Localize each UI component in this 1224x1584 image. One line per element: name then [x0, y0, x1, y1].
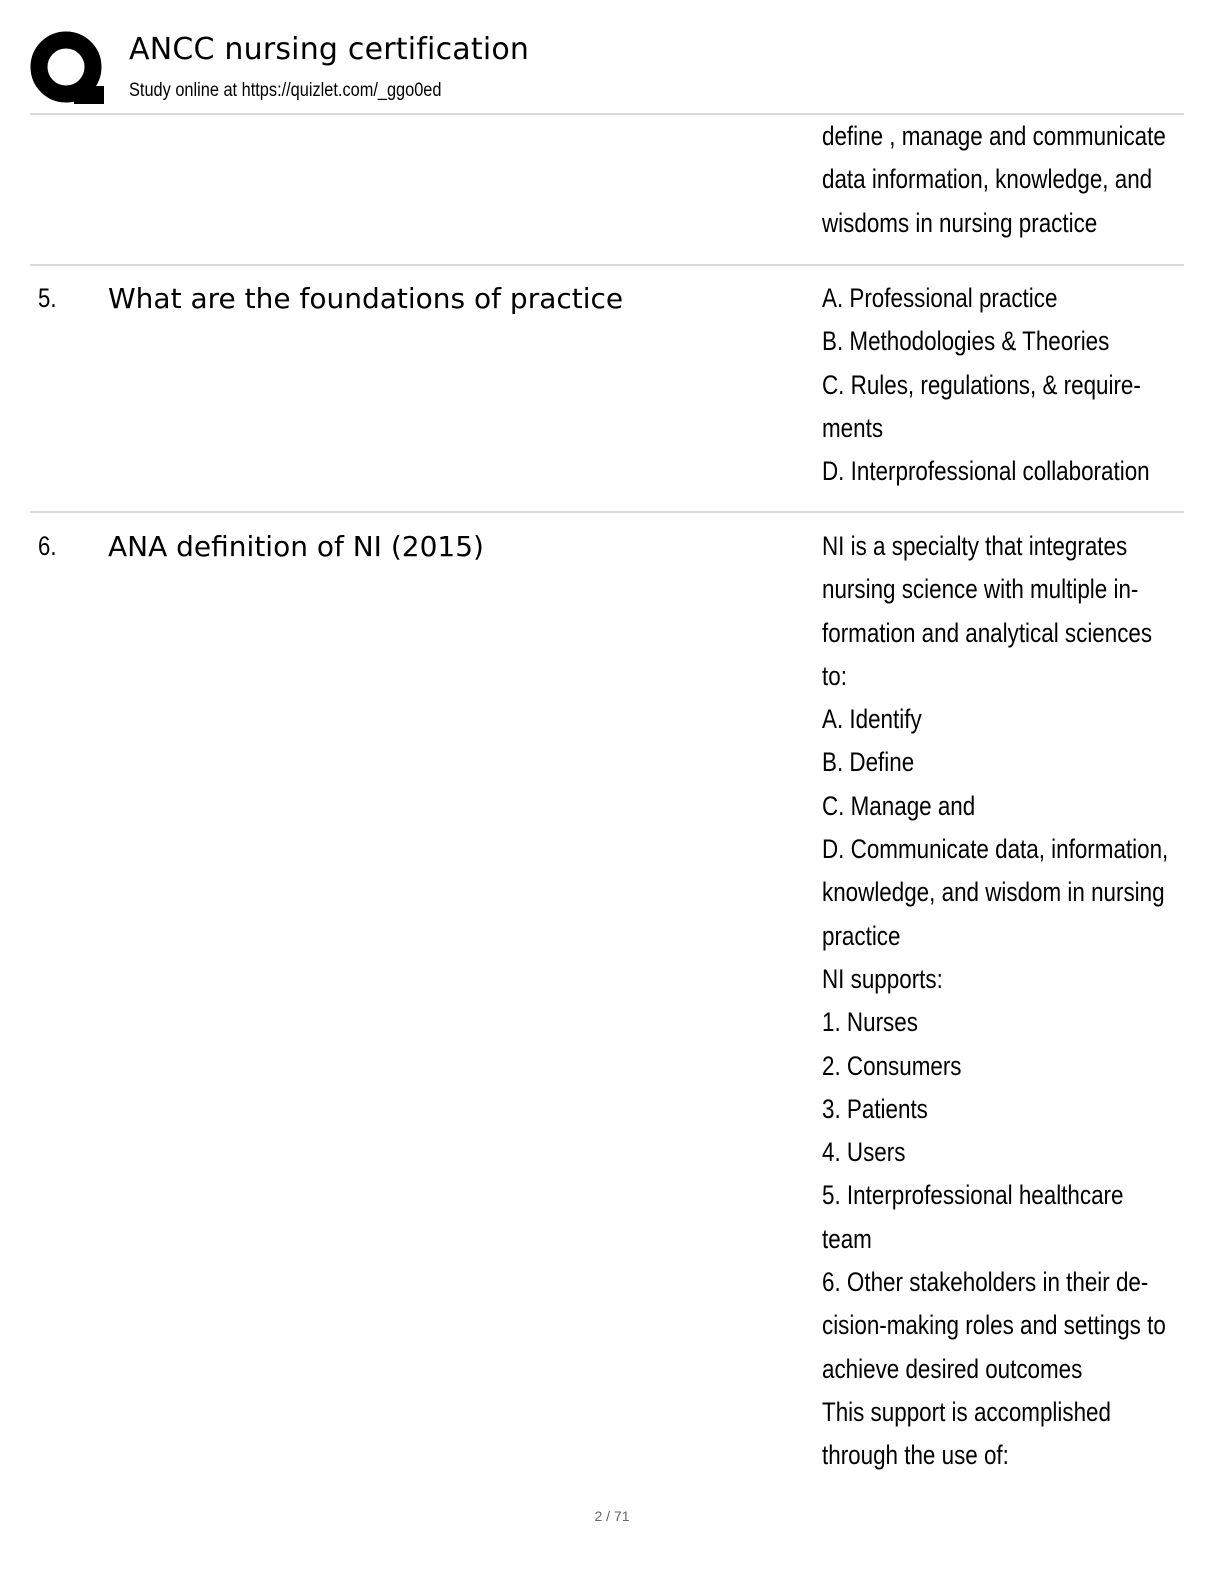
answer-line: B. Methodologies & Theories: [822, 326, 1110, 357]
answer-line: 6. Other stakeholders in their de-: [822, 1267, 1149, 1298]
answer-line: practice: [822, 920, 901, 951]
answer-line: D. Communicate data, information,: [822, 834, 1169, 865]
answer-line: knowledge, and wisdom in nursing: [822, 877, 1165, 908]
answer-line: formation and analytical sciences: [822, 617, 1153, 648]
answer-continuation: [822, 115, 1171, 245]
answer-line: data information, knowledge, and: [822, 164, 1153, 195]
card-number: 6.: [38, 531, 57, 561]
answer-line: 5. Interprofessional healthcare: [822, 1180, 1124, 1211]
answer-line: to:: [822, 660, 847, 691]
answer-line: NI supports:: [822, 963, 943, 994]
answer-line: nursing science with multiple in-: [822, 574, 1139, 605]
answer-line: cision-making roles and settings to: [822, 1310, 1166, 1341]
document-header: [30, 28, 1190, 114]
answer-line: C. Manage and: [822, 790, 976, 821]
divider: [30, 264, 1184, 266]
answer-line: A. Professional practice: [822, 283, 1058, 313]
answer-line: 1. Nurses: [822, 1007, 918, 1038]
answer-line: 4. Users: [822, 1137, 906, 1168]
answer-line: B. Define: [822, 747, 915, 778]
answer-line: wisdoms in nursing practice: [822, 207, 1098, 238]
card-answer: [822, 525, 1171, 1478]
answer-line: A. Identify: [822, 704, 922, 735]
card-question: ANA definition of NI (2015): [108, 530, 484, 563]
card-answer: [822, 277, 1171, 493]
answer-line: 2. Consumers: [822, 1050, 962, 1081]
study-online-link[interactable]: Study online at https://quizlet.com/_ggo0ed: [129, 80, 442, 101]
card-question: What are the foundations of practice: [108, 282, 624, 315]
answer-line: This support is accomplished: [822, 1396, 1111, 1427]
answer-line: NI is a specialty that integrates: [822, 531, 1128, 561]
answer-line: ments: [822, 412, 884, 443]
answer-line: 3. Patients: [822, 1093, 928, 1124]
page-number: 2 / 71: [594, 1508, 630, 1524]
divider: [30, 511, 1184, 513]
answer-line: C. Rules, regulations, & require-: [822, 369, 1141, 400]
answer-line: D. Interprofessional collaboration: [822, 456, 1150, 487]
answer-line: achieve desired outcomes: [822, 1353, 1083, 1384]
answer-line: team: [822, 1223, 872, 1254]
page-title: ANCC nursing certification: [129, 32, 530, 67]
answer-line: through the use of:: [822, 1440, 1009, 1471]
answer-line: define , manage and communicate: [822, 121, 1166, 151]
quizlet-logo-icon: [30, 30, 106, 106]
card-number: 5.: [38, 283, 57, 313]
